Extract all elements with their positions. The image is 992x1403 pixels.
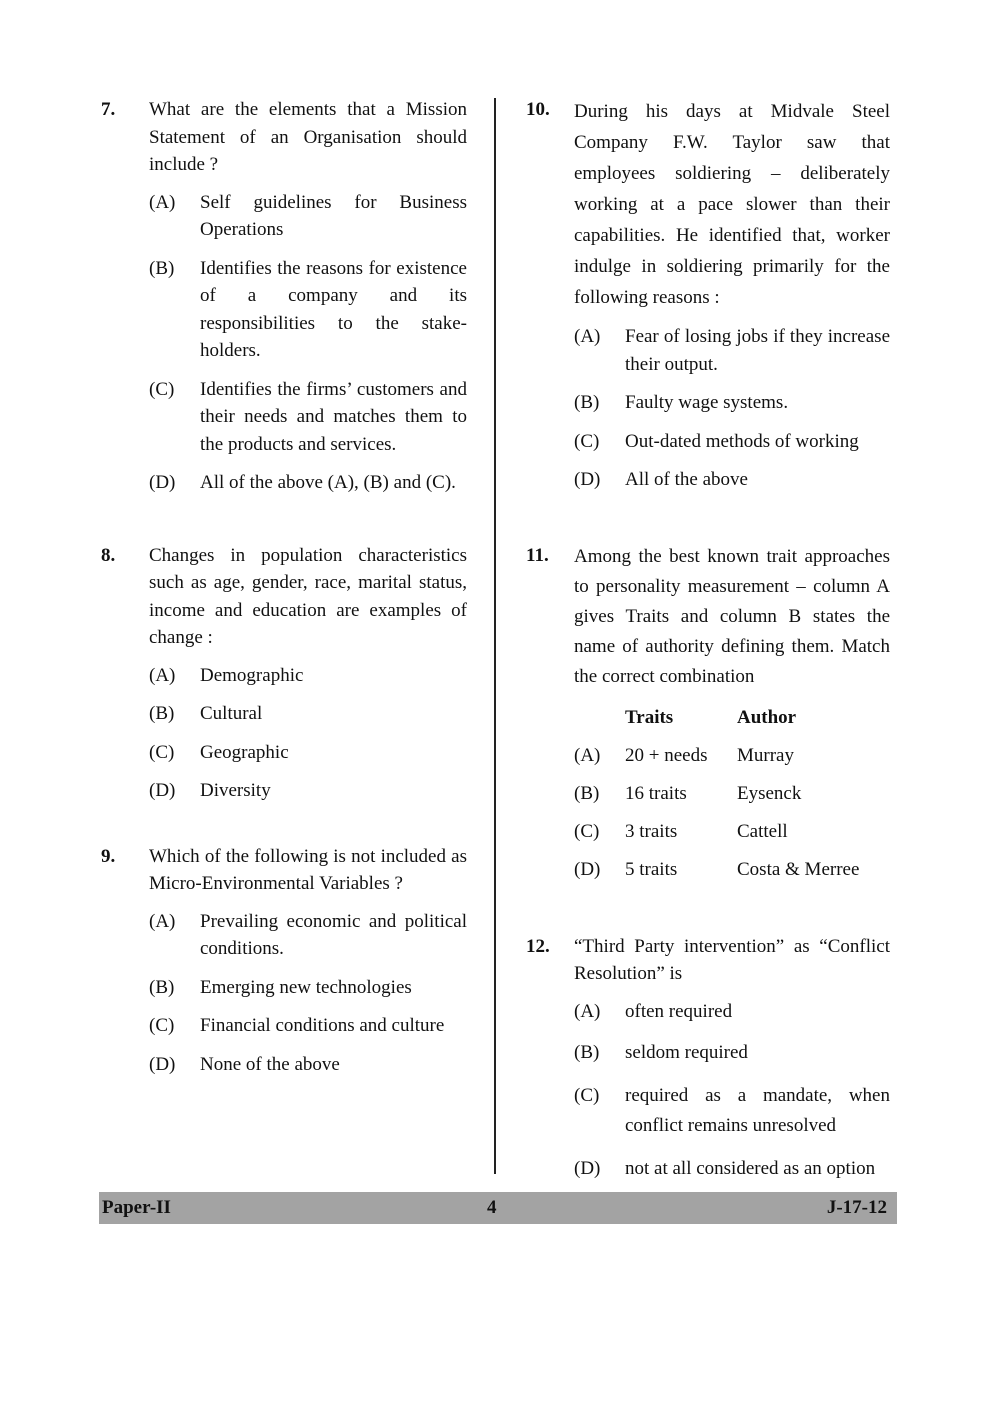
question-12	[526, 933, 890, 1183]
option-text: Identifies the firms’ customers and their needs and matches them to the products and services.	[200, 378, 467, 455]
question-9	[101, 843, 467, 1079]
option-label: (B)	[574, 392, 600, 413]
option-label: (C)	[149, 1015, 175, 1036]
question-text: Which of the following is not included as Micro-Environmental Variables ?	[149, 845, 467, 894]
option-text: All of the above	[625, 469, 748, 490]
question-text: Changes in population characteristics such as age, gender, race, marital status, income and education are examples of change :	[149, 544, 467, 648]
option-text: Identifies the reasons for existence of a company and its responsibilities to the stake-holders.	[200, 257, 467, 361]
question-10	[526, 96, 890, 494]
option-label: (D)	[149, 780, 176, 801]
option-text: often required	[625, 1000, 733, 1022]
option-label: (A)	[149, 664, 176, 686]
question-number: 9.	[101, 845, 116, 867]
option-label: (B)	[574, 1042, 600, 1063]
author-cell: Murray	[737, 744, 794, 766]
option	[149, 1051, 467, 1079]
match-row	[574, 856, 890, 883]
question-number: 8.	[101, 544, 116, 566]
option	[149, 469, 467, 497]
option	[149, 700, 467, 728]
paper-label: Paper-II	[102, 1197, 171, 1218]
author-cell: Eysenck	[737, 782, 802, 804]
option	[574, 1155, 890, 1183]
option-label: (C)	[149, 378, 175, 400]
option-label: (C)	[574, 820, 600, 842]
option	[574, 1039, 890, 1067]
paper-code: J-17-12	[826, 1197, 887, 1218]
option-text: Faulty wage systems.	[625, 392, 789, 413]
option	[149, 739, 467, 767]
option-text: Prevailing economic and political conditions.	[200, 910, 467, 959]
option-label: (D)	[149, 1053, 176, 1075]
option	[149, 974, 467, 1002]
option	[574, 1081, 890, 1141]
question-text: During his days at Midvale Steel Company F.W. Taylor saw that employees soldiering – deliberately working at a pace slower than their capabilities. He identified that, worker indulge in soldiering primarily for the following reasons :	[574, 101, 890, 308]
question-text: “Third Party intervention” as “Conflict Resolution” is	[574, 935, 890, 984]
trait-cell: 20 + needs	[625, 744, 708, 766]
question-text: What are the elements that a Mission Statement of an Organisation should include ?	[149, 99, 467, 175]
option-label: (A)	[574, 326, 601, 347]
option-text: required as a mandate, when conflict remains unresolved	[625, 1084, 890, 1136]
column-divider	[494, 98, 496, 1174]
author-cell: Cattell	[737, 820, 788, 842]
page-footer	[99, 1192, 897, 1224]
question-number: 11.	[526, 544, 549, 566]
option	[149, 376, 467, 459]
option-text: Financial conditions and culture	[200, 1015, 445, 1036]
question-number: 12.	[526, 935, 550, 957]
option-label: (C)	[574, 430, 600, 452]
question-number: 10.	[526, 99, 550, 120]
option	[574, 323, 890, 378]
option-text: Cultural	[200, 703, 263, 724]
question-number: 7.	[101, 99, 116, 120]
page-number: 4	[487, 1197, 497, 1218]
option-label: (D)	[574, 469, 601, 490]
left-column	[101, 96, 467, 1089]
option-label: (D)	[574, 858, 601, 880]
option-label: (C)	[574, 1084, 600, 1106]
option-text: None of the above	[200, 1053, 340, 1075]
option-text: not at all considered as an option	[625, 1157, 876, 1179]
option-label: (B)	[574, 782, 600, 804]
option-label: (B)	[149, 976, 175, 998]
option-label: (A)	[574, 744, 601, 766]
question-text: Among the best known trait approaches to personality measurement – column A gives Traits and column B states the name of authority defining them. Match the correct combination	[574, 545, 890, 687]
trait-cell: 16 traits	[625, 782, 687, 804]
option	[149, 189, 467, 244]
question-11	[526, 542, 890, 883]
trait-cell: 5 traits	[625, 858, 678, 880]
match-row	[574, 818, 890, 845]
match-row	[574, 742, 890, 769]
question-7	[101, 96, 467, 497]
option-text: Demographic	[200, 664, 304, 686]
trait-cell: 3 traits	[625, 820, 678, 842]
option	[149, 662, 467, 690]
option	[574, 998, 890, 1026]
option	[149, 1012, 467, 1040]
option-label: (A)	[149, 191, 176, 213]
option-text: Fear of losing jobs if they increase their output.	[625, 326, 890, 375]
option	[149, 255, 467, 365]
traits-header: Traits	[625, 706, 674, 728]
option-label: (B)	[149, 703, 175, 724]
question-8	[101, 542, 467, 805]
option-text: All of the above (A), (B) and (C).	[200, 472, 456, 493]
match-table-header	[625, 704, 890, 731]
author-cell: Costa & Merree	[737, 858, 860, 880]
right-column	[526, 96, 890, 1193]
option	[574, 466, 890, 494]
option-label: (A)	[574, 1000, 601, 1022]
author-header: Author	[737, 706, 797, 728]
option-text: Self guidelines for Business Operations	[200, 191, 467, 240]
option-text: Diversity	[200, 780, 271, 801]
option-text: Emerging new technologies	[200, 976, 412, 998]
option	[574, 389, 890, 417]
option-text: Out-dated methods of working	[625, 430, 859, 452]
option-text: seldom required	[625, 1042, 748, 1063]
option-text: Geographic	[200, 741, 289, 763]
option	[574, 428, 890, 456]
option	[149, 777, 467, 805]
option-label: (A)	[149, 910, 176, 932]
option-label: (B)	[149, 257, 175, 279]
option-label: (C)	[149, 741, 175, 763]
option-label: (D)	[574, 1157, 601, 1179]
option	[149, 908, 467, 963]
match-row	[574, 780, 890, 807]
option-label: (D)	[149, 472, 176, 493]
